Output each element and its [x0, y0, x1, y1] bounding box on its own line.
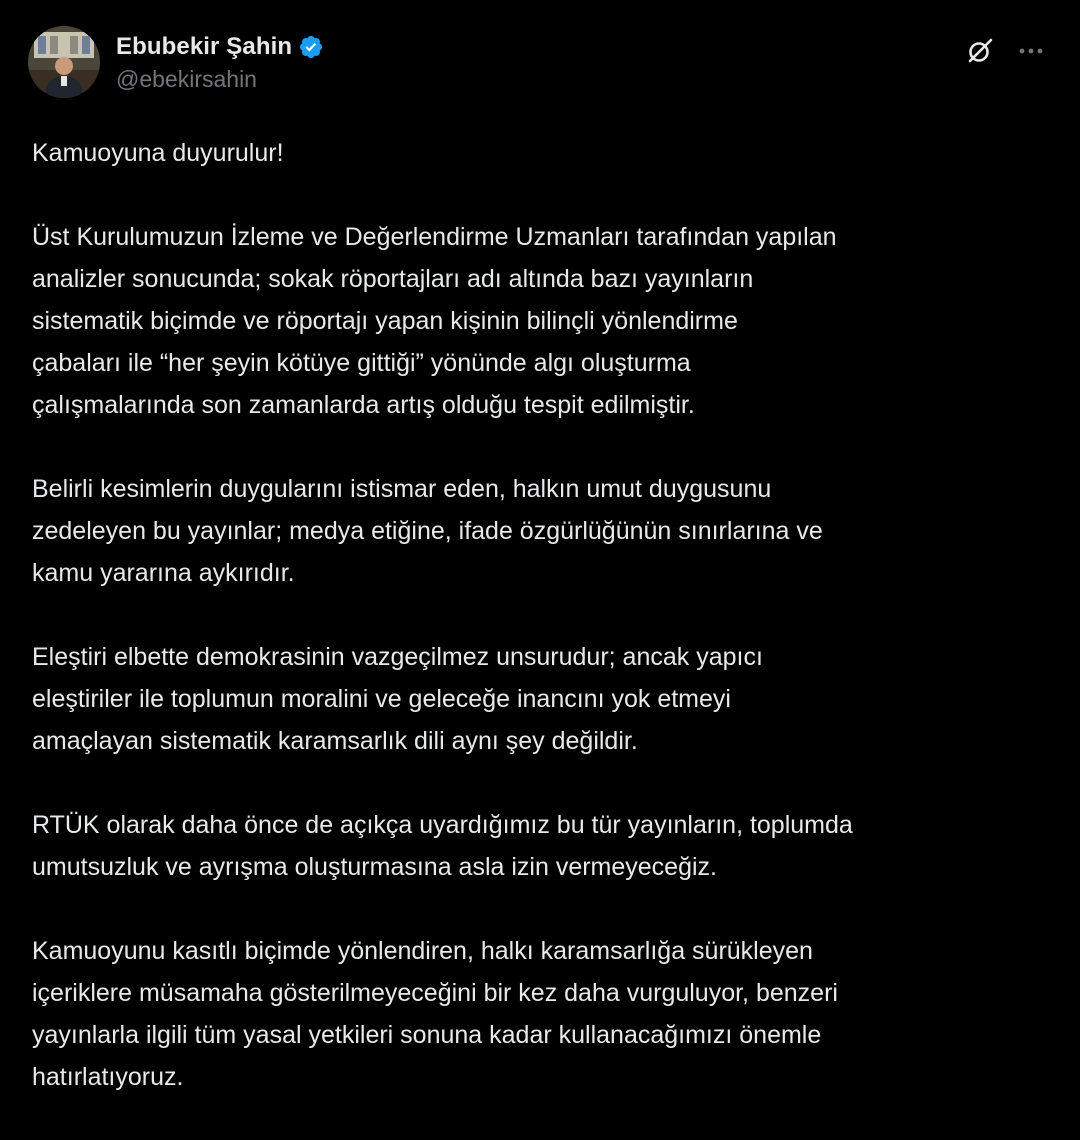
- post-paragraph: Üst Kurulumuzun İzleme ve Değerlendirme Uzmanları tarafından yapılan analizler sonucunda; sokak röportajları adı altında bazı yayınların sistematik biçimde ve röportajı yapan kişinin bilinçli yönlendirme çabaları ile “her şeyin kötüye gittiği” yönünde algı oluşturma çalışmalarında son zamanlarda artış olduğu tespit edilmiştir.: [32, 223, 837, 419]
- display-name-row[interactable]: [116, 32, 324, 62]
- post-paragraph: Eleştiri elbette demokrasinin vazgeçilmez unsurudur; ancak yapıcı eleştiriler ile toplumun moralini ve geleceğe inancını yok etmeyi amaçlayan sistematik karamsarlık dili aynı şey değildir.: [32, 643, 763, 755]
- display-name[interactable]: Ebubekir Şahin: [116, 33, 293, 60]
- post-paragraph: Kamuoyunu kasıtlı biçimde yönlendiren, halkı karamsarlığa sürükleyen içeriklere müsamaha gösterilmeyeceğini bir kez daha vurguluyor, benzeri yayınlarla ilgili tüm yasal yetkileri sonuna kadar kullanacağımızı önemle hatırlatıyoruz.: [32, 937, 838, 1091]
- author-info: [116, 32, 324, 93]
- handle[interactable]: @ebekirsahin: [116, 66, 257, 92]
- grok-icon[interactable]: [966, 37, 994, 65]
- post-paragraph: Kamuoyuna duyurulur!: [32, 139, 284, 167]
- post-paragraph: Belirli kesimlerin duygularını istismar eden, halkın umut duygusunu zedeleyen bu yayınlar; medya etiğine, ifade özgürlüğünün sınırlarına ve kamu yararına aykırıdır.: [32, 475, 823, 587]
- post-paragraph: RTÜK olarak daha önce de açıkça uyardığımız bu tür yayınların, toplumda umutsuzluk ve ayrışma oluşturmasına asla izin vermeyeceğiz.: [32, 811, 853, 881]
- post-header: [28, 26, 1060, 100]
- post-text: [32, 132, 1062, 1140]
- verified-badge-icon[interactable]: [298, 34, 324, 60]
- avatar[interactable]: [28, 26, 100, 98]
- post-actions: [966, 36, 1046, 66]
- more-dots-icon[interactable]: [1016, 36, 1046, 66]
